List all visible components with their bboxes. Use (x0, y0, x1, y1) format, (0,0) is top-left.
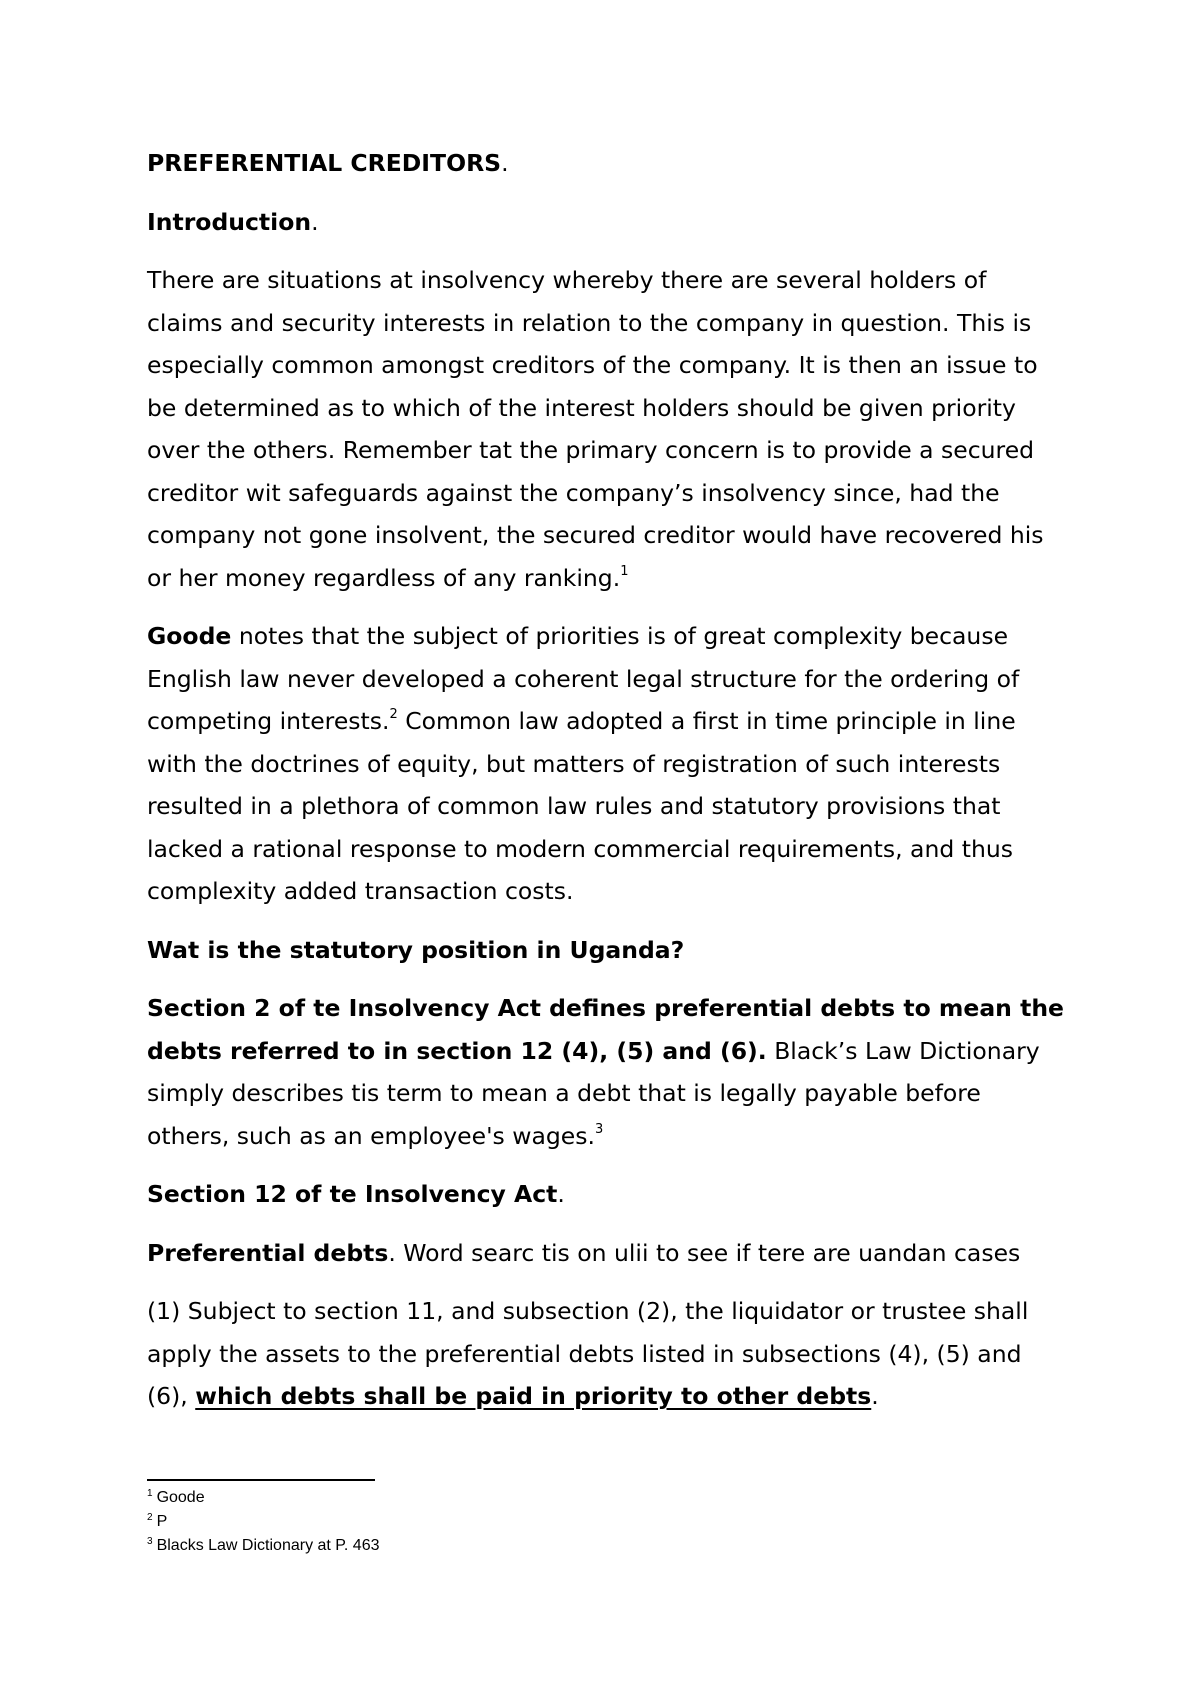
footnotes (147, 1486, 747, 1558)
footnote-1: $^1$ Goode (147, 1487, 205, 1506)
paragraph-preferential-debts: Preferential debts. Word searc tis on ulii to see if tere are uandan cases (147, 1238, 1021, 1267)
paragraph-section-2: Section 2 of te Insolvency Act defines preferential debts to mean the debts referred to in section 12 (4), (5) and (6). Black’s Law Dictionary simply describes tis term to mean a debt that is legally payable before others, such as an employee's wages.$^3$ (147, 994, 1064, 1150)
paragraph-goode: Goode notes that the subject of priorities is of great complexity because English law never developed a coherent legal structure for the ordering of competing interests.$^2$ Common law adopted a first in time principle in line with the doctrines of equity, but matters of registration of such interests resulted in a plethora of common law rules and statutory provisions that lacked a rational response to modern commercial requirements, and thus complexity added transaction costs. (147, 622, 1020, 905)
footnote-2: $^2$ P (147, 1511, 168, 1530)
footnote-ref-3[interactable]: 3 (594, 1121, 604, 1137)
document-title: PREFERENTIAL CREDITORS. (147, 149, 509, 177)
heading-statutory-position: Wat is the statutory position in Uganda? (147, 935, 685, 964)
footnote-3: $^3$ Blacks Law Dictionary at P. 463 (147, 1535, 380, 1554)
footnote-ref-1[interactable]: 1 (620, 563, 629, 579)
document-body (147, 142, 1067, 1434)
introduction-heading: Introduction. (147, 207, 319, 236)
priority-emphasis: which debts shall be paid in priority to other debts (195, 1382, 872, 1410)
footnote-separator (147, 1479, 375, 1481)
paragraph-insolvency-priority: There are situations at insolvency whereby there are several holders of claims and security interests in relation to the company in question. This is especially common amongst creditors of the company. It is then an issue to be determined as to which of the interest holders should be given priority over the others. Remember tat the primary concern is to provide a secured creditor wit safeguards against the company’s insolvency since, had the company not gone insolvent, the secured creditor would have recovered his or her money regardless of any ranking.$^1$ (147, 266, 1044, 592)
paragraph-subsection-1: (1) Subject to section 11, and subsection (2), the liquidator or trustee shall apply the assets to the preferential debts listed in subsections (4), (5) and (6), which debts shall be paid in priority to other debts. (147, 1297, 1029, 1410)
heading-section-12: Section 12 of te Insolvency Act. (147, 1180, 565, 1208)
footnote-ref-2[interactable]: 2 (389, 707, 398, 723)
